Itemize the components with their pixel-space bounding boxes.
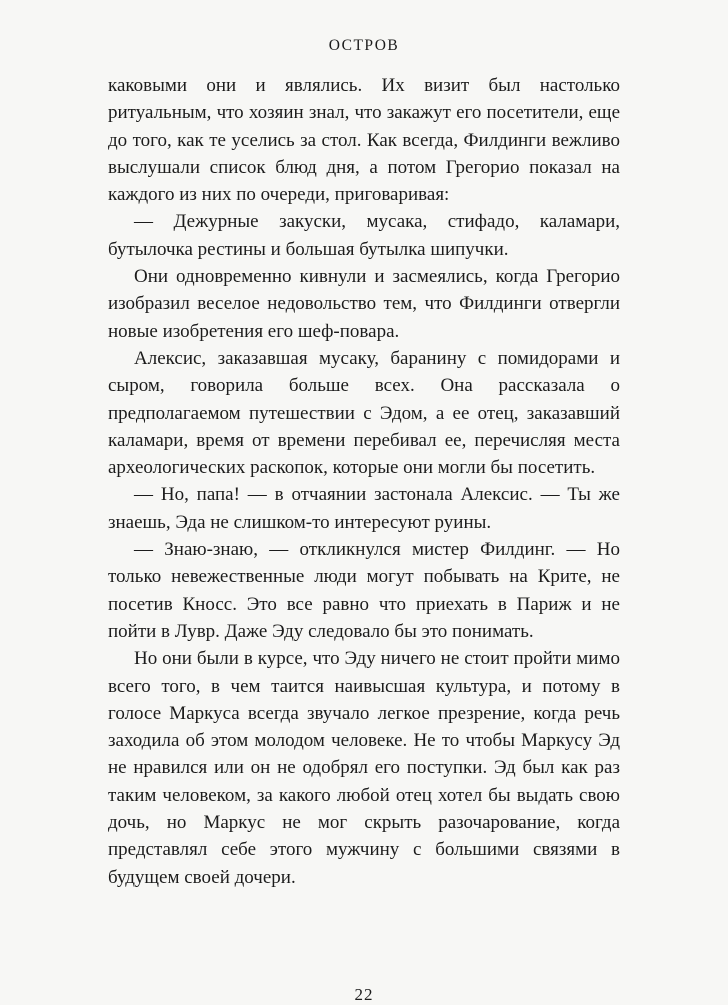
paragraph: Они одновременно кивнули и засмеялись, когда Грегорио изобразил веселое недовольство тем, что Филдинги отвергли новые изобретения его шеф-повара. — [108, 266, 620, 342]
paragraph: Но они были в курсе, что Эду ничего не стоит пройти мимо всего того, в чем таится наивысшая культура, и потому в голосе Маркуса всегда звучало легкое презрение, когда речь заходила об этом молодом человеке. Не то чтобы Маркусу Эд не нравился или он не одобрял его поступки. Эд был как раз таким человеком, за какого любой отец хотел бы выдать свою дочь, но Маркус не мог скрыть разочарование, когда представлял себе этого мужчину с большими связями в будущем своей дочери. — [108, 648, 620, 888]
paragraph: Алексис, заказавшая мусаку, баранину с помидорами и сыром, говорила больше всех. Она рассказала о предполагаемом путешествии с Эдом, а ее отец, заказавший каламари, время от времени перебивал ее, перечисляя места археологических раскопок, которые они могли бы посетить. — [108, 347, 620, 479]
running-head: ОСТРОВ — [328, 37, 400, 54]
body-text — [108, 72, 620, 891]
paragraph: каковыми они и являлись. Их визит был настолько ритуальным, что хозяин знал, что закажут его посетители, еще до того, как те уселись за стол. Как всегда, Филдинги вежливо выслушали список блюд дня, а потом Грегорио показал на каждого из них по очереди, приговаривая: — [108, 75, 620, 206]
paragraph: — Дежурные закуски, мусака, стифадо, каламари, бутылочка рестины и большая бутылка шипучки. — [108, 211, 620, 260]
paragraph: — Но, папа! — в отчаянии застонала Алексис. — Ты же знаешь, Эда не слишком-то интересуют руины. — [108, 484, 620, 533]
paragraph: — Знаю-знаю, — откликнулся мистер Филдинг. — Но только невежественные люди могут побывать на Крите, не посетив Кносс. Это все равно что приехать в Париж и не пойти в Лувр. Даже Эду следовало бы это понимать. — [108, 539, 620, 642]
page-number: 22 — [354, 985, 374, 1004]
